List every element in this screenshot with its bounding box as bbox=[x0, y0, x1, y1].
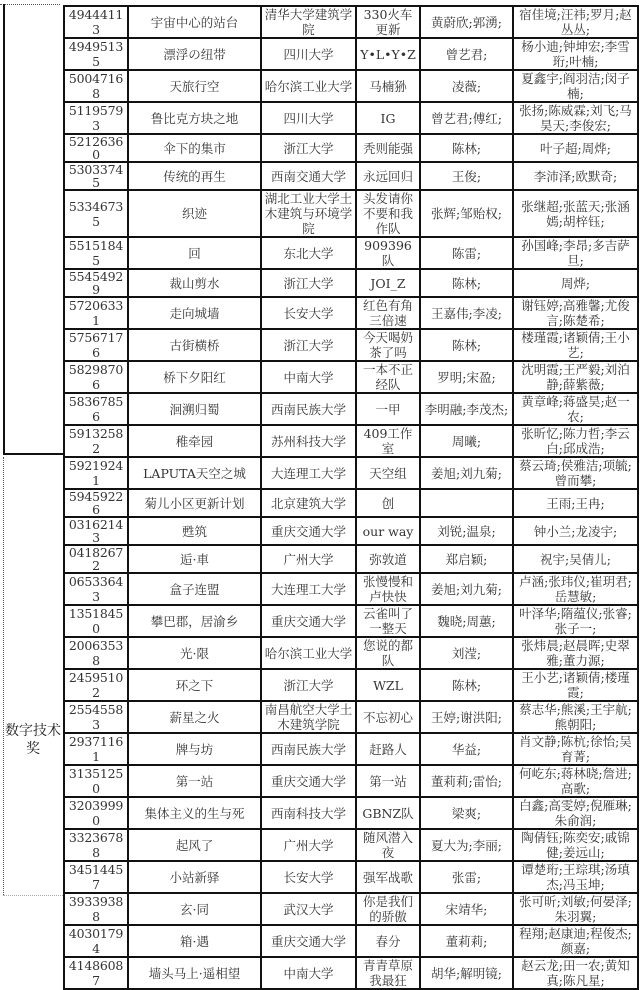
members-cell: 谢钰婷;高雅馨;尤俊言;陈楚希; bbox=[513, 297, 638, 329]
advisors-cell: 曾艺君;傅红; bbox=[420, 102, 513, 134]
team-name-cell: our way bbox=[356, 517, 420, 545]
team-name-cell: 红色有角三倍速 bbox=[356, 297, 420, 329]
table-row bbox=[64, 425, 638, 457]
entry-id-cell: 06533643 bbox=[64, 573, 128, 605]
members-cell: 张昕忆;陈力哲;李云白;邱成浩; bbox=[513, 425, 638, 457]
school-cell: 苏州科技大学 bbox=[261, 425, 356, 457]
project-name-cell: 伞下的集市 bbox=[128, 134, 261, 162]
entry-id-cell: 55454929 bbox=[64, 269, 128, 297]
advisors-cell: 刘滢; bbox=[420, 637, 513, 669]
school-cell: 西南交通大学 bbox=[261, 162, 356, 190]
members-cell: 叶泽华;隋蕴仪;张睿;张子一; bbox=[513, 605, 638, 637]
table-row bbox=[64, 517, 638, 545]
team-name-cell: 您说的都队 bbox=[356, 637, 420, 669]
members-cell: 楼瑾霞;诸颖倩;王小艺; bbox=[513, 329, 638, 361]
table-row bbox=[64, 829, 638, 861]
table-row bbox=[64, 38, 638, 70]
category-label-digital-tech-award: 数字技术奖 bbox=[5, 723, 61, 757]
table-row bbox=[64, 361, 638, 393]
project-name-cell: 稚牵园 bbox=[128, 425, 261, 457]
school-cell: 清华大学建筑学院 bbox=[261, 6, 356, 38]
project-name-cell: 环之下 bbox=[128, 669, 261, 701]
project-name-cell: 鲁比克方块之地 bbox=[128, 102, 261, 134]
award-table bbox=[63, 5, 639, 990]
table-row bbox=[64, 861, 638, 893]
members-cell: 蔡云琦;侯雅洁;项毓;曾而攀; bbox=[513, 457, 638, 489]
entry-id-cell: 03162143 bbox=[64, 517, 128, 545]
advisors-cell: 王嘉伟;李凌; bbox=[420, 297, 513, 329]
team-name-cell: 赶路人 bbox=[356, 733, 420, 765]
team-name-cell: 头发请你不要和我作队 bbox=[356, 190, 420, 237]
school-cell: 中南大学 bbox=[261, 957, 356, 989]
team-name-cell: Y•L•Y•Z bbox=[356, 38, 420, 70]
entry-id-cell: 40301794 bbox=[64, 925, 128, 957]
school-cell: 广州大学 bbox=[261, 545, 356, 573]
advisors-cell: 曾艺君; bbox=[420, 38, 513, 70]
table-row bbox=[64, 134, 638, 162]
table-row bbox=[64, 162, 638, 190]
category-cell-previous bbox=[3, 4, 63, 455]
school-cell: 哈尔滨工业大学 bbox=[261, 637, 356, 669]
entry-id-cell: 51195793 bbox=[64, 102, 128, 134]
project-name-cell: 裁山剪水 bbox=[128, 269, 261, 297]
project-name-cell: 漂浮の纽带 bbox=[128, 38, 261, 70]
team-name-cell: 一本不正经队 bbox=[356, 361, 420, 393]
entry-id-cell: 59132582 bbox=[64, 425, 128, 457]
members-cell: 赵云龙;田一农;黄知真;陈凡星; bbox=[513, 957, 638, 989]
advisors-cell: 陈林; bbox=[420, 329, 513, 361]
table-row bbox=[64, 6, 638, 38]
table-row bbox=[64, 297, 638, 329]
school-cell: 武汉大学 bbox=[261, 893, 356, 925]
table-row bbox=[64, 957, 638, 989]
school-cell: 湖北工业大学土木建筑与环境学院 bbox=[261, 190, 356, 237]
entry-id-cell: 55151845 bbox=[64, 237, 128, 269]
team-name-cell: 马楠狲 bbox=[356, 70, 420, 102]
table-row bbox=[64, 545, 638, 573]
project-name-cell: 织迹 bbox=[128, 190, 261, 237]
team-name-cell: 不忘初心 bbox=[356, 701, 420, 733]
entry-id-cell: 50047168 bbox=[64, 70, 128, 102]
members-cell: 蔡志华;熊溪;王宇航;熊朝阳; bbox=[513, 701, 638, 733]
team-name-cell: IG bbox=[356, 102, 420, 134]
dotted-divider-left bbox=[3, 457, 4, 895]
school-cell: 东北大学 bbox=[261, 237, 356, 269]
members-cell: 程翔;赵康迪;程俊杰;颜嘉; bbox=[513, 925, 638, 957]
members-cell: 杨小迪;钟坤宏;李雪珩;叶楠; bbox=[513, 38, 638, 70]
advisors-cell: 姜旭;刘九菊; bbox=[420, 457, 513, 489]
members-cell: 何屹东;蒋林晓;詹进;高歌; bbox=[513, 765, 638, 797]
table-row bbox=[64, 237, 638, 269]
team-name-cell: 一甲 bbox=[356, 393, 420, 425]
project-name-cell: 古街横桥 bbox=[128, 329, 261, 361]
table-row bbox=[64, 733, 638, 765]
school-cell: 西南科技大学 bbox=[261, 797, 356, 829]
school-cell: 长安大学 bbox=[261, 297, 356, 329]
table-row bbox=[64, 329, 638, 361]
entry-id-cell: 57206331 bbox=[64, 297, 128, 329]
advisors-cell bbox=[420, 489, 513, 517]
members-cell: 钟小兰;龙凌宇; bbox=[513, 517, 638, 545]
table-row bbox=[64, 605, 638, 637]
project-name-cell: 走向城墙 bbox=[128, 297, 261, 329]
school-cell: 浙江大学 bbox=[261, 329, 356, 361]
project-name-cell: 回 bbox=[128, 237, 261, 269]
table-row bbox=[64, 765, 638, 797]
table-row bbox=[64, 70, 638, 102]
school-cell: 哈尔滨工业大学 bbox=[261, 70, 356, 102]
advisors-cell: 华益; bbox=[420, 733, 513, 765]
advisors-cell: 罗明;宋盈; bbox=[420, 361, 513, 393]
entry-id-cell: 53033745 bbox=[64, 162, 128, 190]
team-name-cell: 天空组 bbox=[356, 457, 420, 489]
project-name-cell: 墙头马上·遥相望 bbox=[128, 957, 261, 989]
project-name-cell: 玄·同 bbox=[128, 893, 261, 925]
school-cell: 四川大学 bbox=[261, 38, 356, 70]
school-cell: 浙江大学 bbox=[261, 134, 356, 162]
project-name-cell: 箱·遇 bbox=[128, 925, 261, 957]
project-name-cell: 第一站 bbox=[128, 765, 261, 797]
members-cell: 张炜晨;赵晨晖;史翠雅;董力源; bbox=[513, 637, 638, 669]
entry-id-cell: 24595102 bbox=[64, 669, 128, 701]
members-cell: 张继超;张蓝天;张涵嫣;胡梓钰; bbox=[513, 190, 638, 237]
table-row bbox=[64, 102, 638, 134]
members-cell: 沈明霞;王严毅;刘泊静;薛紫薇; bbox=[513, 361, 638, 393]
advisors-cell: 宋靖华; bbox=[420, 893, 513, 925]
advisors-cell: 董莉莉;雷怡; bbox=[420, 765, 513, 797]
entry-id-cell: 20063538 bbox=[64, 637, 128, 669]
project-name-cell: 洄溯归蜀 bbox=[128, 393, 261, 425]
table-row bbox=[64, 489, 638, 517]
school-cell: 广州大学 bbox=[261, 829, 356, 861]
team-name-cell: 永远回归 bbox=[356, 162, 420, 190]
entry-id-cell: 41486087 bbox=[64, 957, 128, 989]
school-cell: 重庆交通大学 bbox=[261, 517, 356, 545]
project-name-cell: 天旅行空 bbox=[128, 70, 261, 102]
team-name-cell: 今天喝奶茶了吗 bbox=[356, 329, 420, 361]
school-cell: 西南民族大学 bbox=[261, 393, 356, 425]
school-cell: 大连理工大学 bbox=[261, 457, 356, 489]
team-name-cell: 第一站 bbox=[356, 765, 420, 797]
project-name-cell: 逅·車 bbox=[128, 545, 261, 573]
advisors-cell: 黄蔚欣;郭湧; bbox=[420, 6, 513, 38]
project-name-cell: 宇宙中心的站台 bbox=[128, 6, 261, 38]
advisors-cell: 张辉;邹贻权; bbox=[420, 190, 513, 237]
project-name-cell: 集体主义的生与死 bbox=[128, 797, 261, 829]
entry-id-cell: 39339388 bbox=[64, 893, 128, 925]
table-row bbox=[64, 457, 638, 489]
entry-id-cell: 25545583 bbox=[64, 701, 128, 733]
school-cell: 重庆交通大学 bbox=[261, 765, 356, 797]
advisors-cell: 董莉莉; bbox=[420, 925, 513, 957]
members-cell: 卢涵;张玮仪;崔玥君;岳慧敏; bbox=[513, 573, 638, 605]
entry-id-cell: 49444113 bbox=[64, 6, 128, 38]
members-cell: 李沛泽;欧默奇; bbox=[513, 162, 638, 190]
entry-id-cell: 33236788 bbox=[64, 829, 128, 861]
advisors-cell: 凌薇; bbox=[420, 70, 513, 102]
project-name-cell: 薪星之火 bbox=[128, 701, 261, 733]
school-cell: 重庆交通大学 bbox=[261, 925, 356, 957]
members-cell: 宿佳境;汪祎;罗月;赵丛丛; bbox=[513, 6, 638, 38]
advisors-cell: 魏晓;周蕙; bbox=[420, 605, 513, 637]
school-cell: 长安大学 bbox=[261, 861, 356, 893]
entry-id-cell: 34514457 bbox=[64, 861, 128, 893]
entry-id-cell: 31351250 bbox=[64, 765, 128, 797]
school-cell: 南昌航空大学土木建筑学院 bbox=[261, 701, 356, 733]
entry-id-cell: 04182672 bbox=[64, 545, 128, 573]
entry-id-cell: 49495135 bbox=[64, 38, 128, 70]
advisors-cell: 陈林; bbox=[420, 134, 513, 162]
advisors-cell: 刘锐;温泉; bbox=[420, 517, 513, 545]
team-name-cell: 春分 bbox=[356, 925, 420, 957]
project-name-cell: 牌与坊 bbox=[128, 733, 261, 765]
award-table-body bbox=[64, 6, 638, 989]
team-name-cell: 弥敦道 bbox=[356, 545, 420, 573]
members-cell: 夏鑫宇;阎羽洁;闵子楠; bbox=[513, 70, 638, 102]
project-name-cell: 传统的再生 bbox=[128, 162, 261, 190]
advisors-cell: 陈雷; bbox=[420, 237, 513, 269]
members-cell: 张扬;陈威霖;刘飞;马昊天;李俊宏; bbox=[513, 102, 638, 134]
team-name-cell: 云雀叫了一整天 bbox=[356, 605, 420, 637]
entry-id-cell: 29371161 bbox=[64, 733, 128, 765]
project-name-cell: 菊儿小区更新计划 bbox=[128, 489, 261, 517]
table-row bbox=[64, 925, 638, 957]
school-cell: 大连理工大学 bbox=[261, 573, 356, 605]
school-cell: 中南大学 bbox=[261, 361, 356, 393]
advisors-cell: 姜旭;刘九菊; bbox=[420, 573, 513, 605]
table-row bbox=[64, 797, 638, 829]
project-name-cell: 攀巴郡，居渝乡 bbox=[128, 605, 261, 637]
team-name-cell: 秃则能强 bbox=[356, 134, 420, 162]
team-name-cell: WZL bbox=[356, 669, 420, 701]
project-name-cell: 盒子连盟 bbox=[128, 573, 261, 605]
entry-id-cell: 59459226 bbox=[64, 489, 128, 517]
entry-id-cell: 58298706 bbox=[64, 361, 128, 393]
project-name-cell: 桥下夕阳红 bbox=[128, 361, 261, 393]
members-cell: 王雨;王冉; bbox=[513, 489, 638, 517]
members-cell: 张可昕;刘敏;何晏泽;朱羽翼; bbox=[513, 893, 638, 925]
entry-id-cell: 13518450 bbox=[64, 605, 128, 637]
project-name-cell: 起风了 bbox=[128, 829, 261, 861]
members-cell: 陶倩钰;陈奕安;戚锦健;姜远山; bbox=[513, 829, 638, 861]
school-cell: 浙江大学 bbox=[261, 669, 356, 701]
team-name-cell: 409工作室 bbox=[356, 425, 420, 457]
members-cell: 孙国峰;李昂;多吉萨旦; bbox=[513, 237, 638, 269]
advisors-cell: 王婷;谢洪阳; bbox=[420, 701, 513, 733]
school-cell: 重庆交通大学 bbox=[261, 605, 356, 637]
table-row bbox=[64, 669, 638, 701]
members-cell: 白鑫;高雯婷;倪雁琳;朱俞润; bbox=[513, 797, 638, 829]
team-name-cell: 强军战歌 bbox=[356, 861, 420, 893]
members-cell: 王小艺;诸颖倩;楼瑾霞; bbox=[513, 669, 638, 701]
members-cell: 肖文静;陈杭;徐怡;吴育菁; bbox=[513, 733, 638, 765]
school-cell: 北京建筑大学 bbox=[261, 489, 356, 517]
advisors-cell: 胡华;解明镜; bbox=[420, 957, 513, 989]
entry-id-cell: 32039990 bbox=[64, 797, 128, 829]
team-name-cell: 你是我们的骄傲 bbox=[356, 893, 420, 925]
project-name-cell: 甦筑 bbox=[128, 517, 261, 545]
team-name-cell: GBNZ队 bbox=[356, 797, 420, 829]
advisors-cell: 郑启颖; bbox=[420, 545, 513, 573]
advisors-cell: 陈林; bbox=[420, 669, 513, 701]
team-name-cell: 909396队 bbox=[356, 237, 420, 269]
entry-id-cell: 57567176 bbox=[64, 329, 128, 361]
members-cell: 周烨; bbox=[513, 269, 638, 297]
team-name-cell: 随风潜入夜 bbox=[356, 829, 420, 861]
table-row bbox=[64, 701, 638, 733]
members-cell: 黄章峰;蒋盛昊;赵一农; bbox=[513, 393, 638, 425]
team-name-cell: 青青草原我最狂 bbox=[356, 957, 420, 989]
advisors-cell: 陈林; bbox=[420, 269, 513, 297]
team-name-cell: 张慢慢和卢快快 bbox=[356, 573, 420, 605]
members-cell: 祝宇;吴倩儿; bbox=[513, 545, 638, 573]
school-cell: 西南民族大学 bbox=[261, 733, 356, 765]
table-row bbox=[64, 573, 638, 605]
members-cell: 叶子超;周烨; bbox=[513, 134, 638, 162]
advisors-cell: 梁爽; bbox=[420, 797, 513, 829]
project-name-cell: 光·限 bbox=[128, 637, 261, 669]
team-name-cell: JOI_Z bbox=[356, 269, 420, 297]
entry-id-cell: 59219241 bbox=[64, 457, 128, 489]
table-row bbox=[64, 637, 638, 669]
project-name-cell: 小站新驿 bbox=[128, 861, 261, 893]
school-cell: 浙江大学 bbox=[261, 269, 356, 297]
advisors-cell: 周曦; bbox=[420, 425, 513, 457]
members-cell: 谭楚珩;王琮琪;汤瑱杰;冯玉坤; bbox=[513, 861, 638, 893]
advisors-cell: 张雷; bbox=[420, 861, 513, 893]
table-row bbox=[64, 393, 638, 425]
advisors-cell: 王俊; bbox=[420, 162, 513, 190]
school-cell: 四川大学 bbox=[261, 102, 356, 134]
entry-id-cell: 58367856 bbox=[64, 393, 128, 425]
entry-id-cell: 52126360 bbox=[64, 134, 128, 162]
dotted-divider-bottom bbox=[3, 895, 63, 896]
advisors-cell: 夏大为;李丽; bbox=[420, 829, 513, 861]
project-name-cell: LAPUTA天空之城 bbox=[128, 457, 261, 489]
team-name-cell: 330火车更新 bbox=[356, 6, 420, 38]
entry-id-cell: 53346735 bbox=[64, 190, 128, 237]
table-row bbox=[64, 269, 638, 297]
table-row bbox=[64, 190, 638, 237]
team-name-cell: 创 bbox=[356, 489, 420, 517]
advisors-cell: 李明融;李茂杰; bbox=[420, 393, 513, 425]
